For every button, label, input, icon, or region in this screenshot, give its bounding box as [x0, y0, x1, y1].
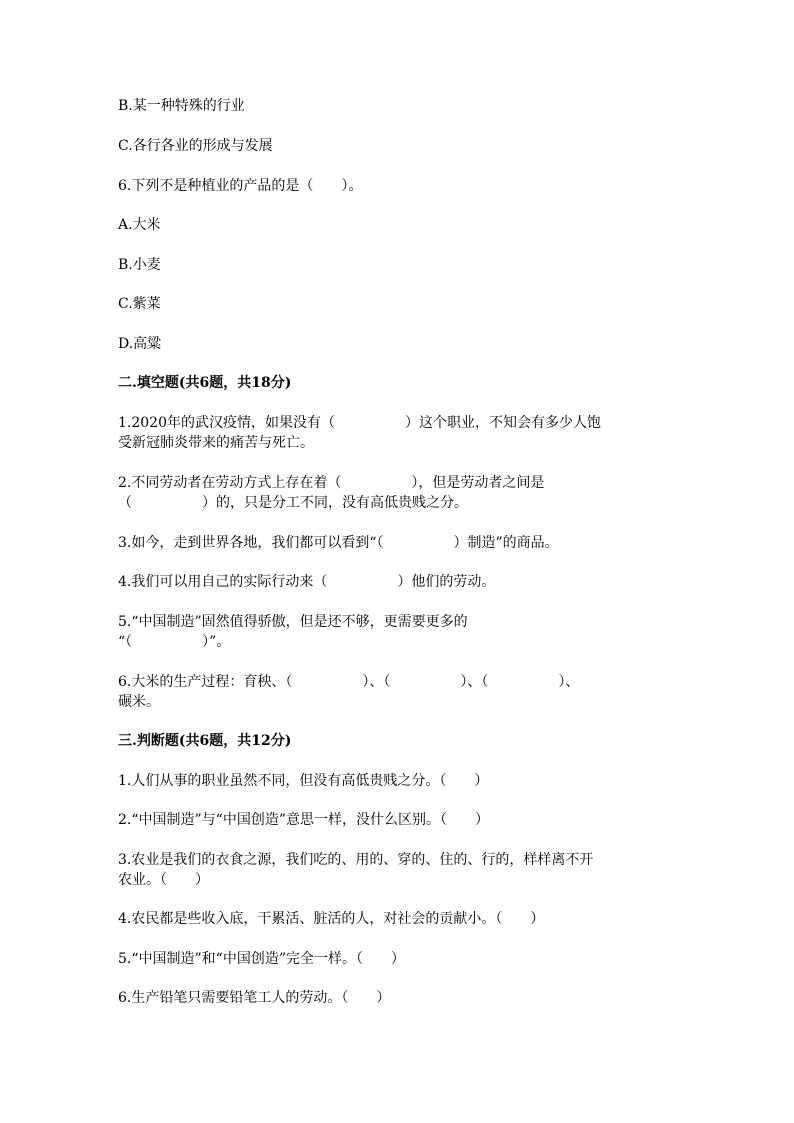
tf-q3-line1: 3.农业是我们的衣食之源，我们吃的、用的、穿的、住的、行的，样样离不开 [118, 852, 594, 868]
fill-q1-line2: 受新冠肺炎带来的痛苦与死亡。 [118, 435, 314, 451]
option-6b-line: B.某一种特殊的行业 [118, 98, 245, 114]
tf-q2-line: 2.“中国制造”与“中国创造”意思一样，没什么区别。（ ） [118, 812, 489, 828]
fill-q2-line2: （ ）的，只是分工不同，没有高低贵贱之分。 [118, 495, 468, 511]
fill-q4-line: 4.我们可以用自己的实际行动来（ ）他们的劳动。 [118, 574, 496, 590]
question-6-line: 6.下列不是种植业的产品的是（ ）。 [118, 178, 363, 194]
tf-q5-line: 5.“中国制造”和“中国创造”完全一样。（ ） [118, 951, 405, 967]
choice-d-line: D.高粱 [118, 336, 162, 352]
choice-a-line: A.大米 [118, 217, 161, 233]
section-true-false-heading: 三.判断题(共6题，共12分) [118, 733, 292, 749]
fill-q1-line1: 1.2020年的武汉疫情，如果没有（ ）这个职业，不知会有多少人饱 [118, 415, 601, 431]
fill-q5-line1: 5.“中国制造”固然值得骄傲，但是还不够，更需要更多的 [118, 614, 468, 630]
option-6c-line: C.各行各业的形成与发展 [118, 138, 273, 154]
choice-c-line: C.紫菜 [118, 296, 161, 312]
fill-q2-line1: 2.不同劳动者在劳动方式上存在着（ ），但是劳动者之间是 [118, 475, 545, 491]
fill-q3-line: 3.如今，走到世界各地，我们都可以看到“（ ）制造”的商品。 [118, 535, 559, 551]
fill-q6-line1: 6.大米的生产过程：育秧、（ ）、（ ）、（ ）、 [118, 674, 580, 690]
fill-q6-line2: 碾米。 [118, 694, 160, 710]
tf-q1-line: 1.人们从事的职业虽然不同，但没有高低贵贱之分。（ ） [118, 773, 489, 789]
tf-q4-line: 4.农民都是些收入底，干累活、脏活的人，对社会的贡献小。（ ） [118, 911, 545, 927]
tf-q6-line: 6.生产铅笔只需要铅笔工人的劳动。（ ） [118, 990, 391, 1006]
section-fill-blank-heading: 二.填空题(共6题，共18分) [118, 375, 292, 391]
tf-q3-line2: 农业。（ ） [118, 872, 209, 888]
choice-b-line: B.小麦 [118, 257, 161, 273]
fill-q5-line2: “（ ）”。 [118, 634, 231, 650]
